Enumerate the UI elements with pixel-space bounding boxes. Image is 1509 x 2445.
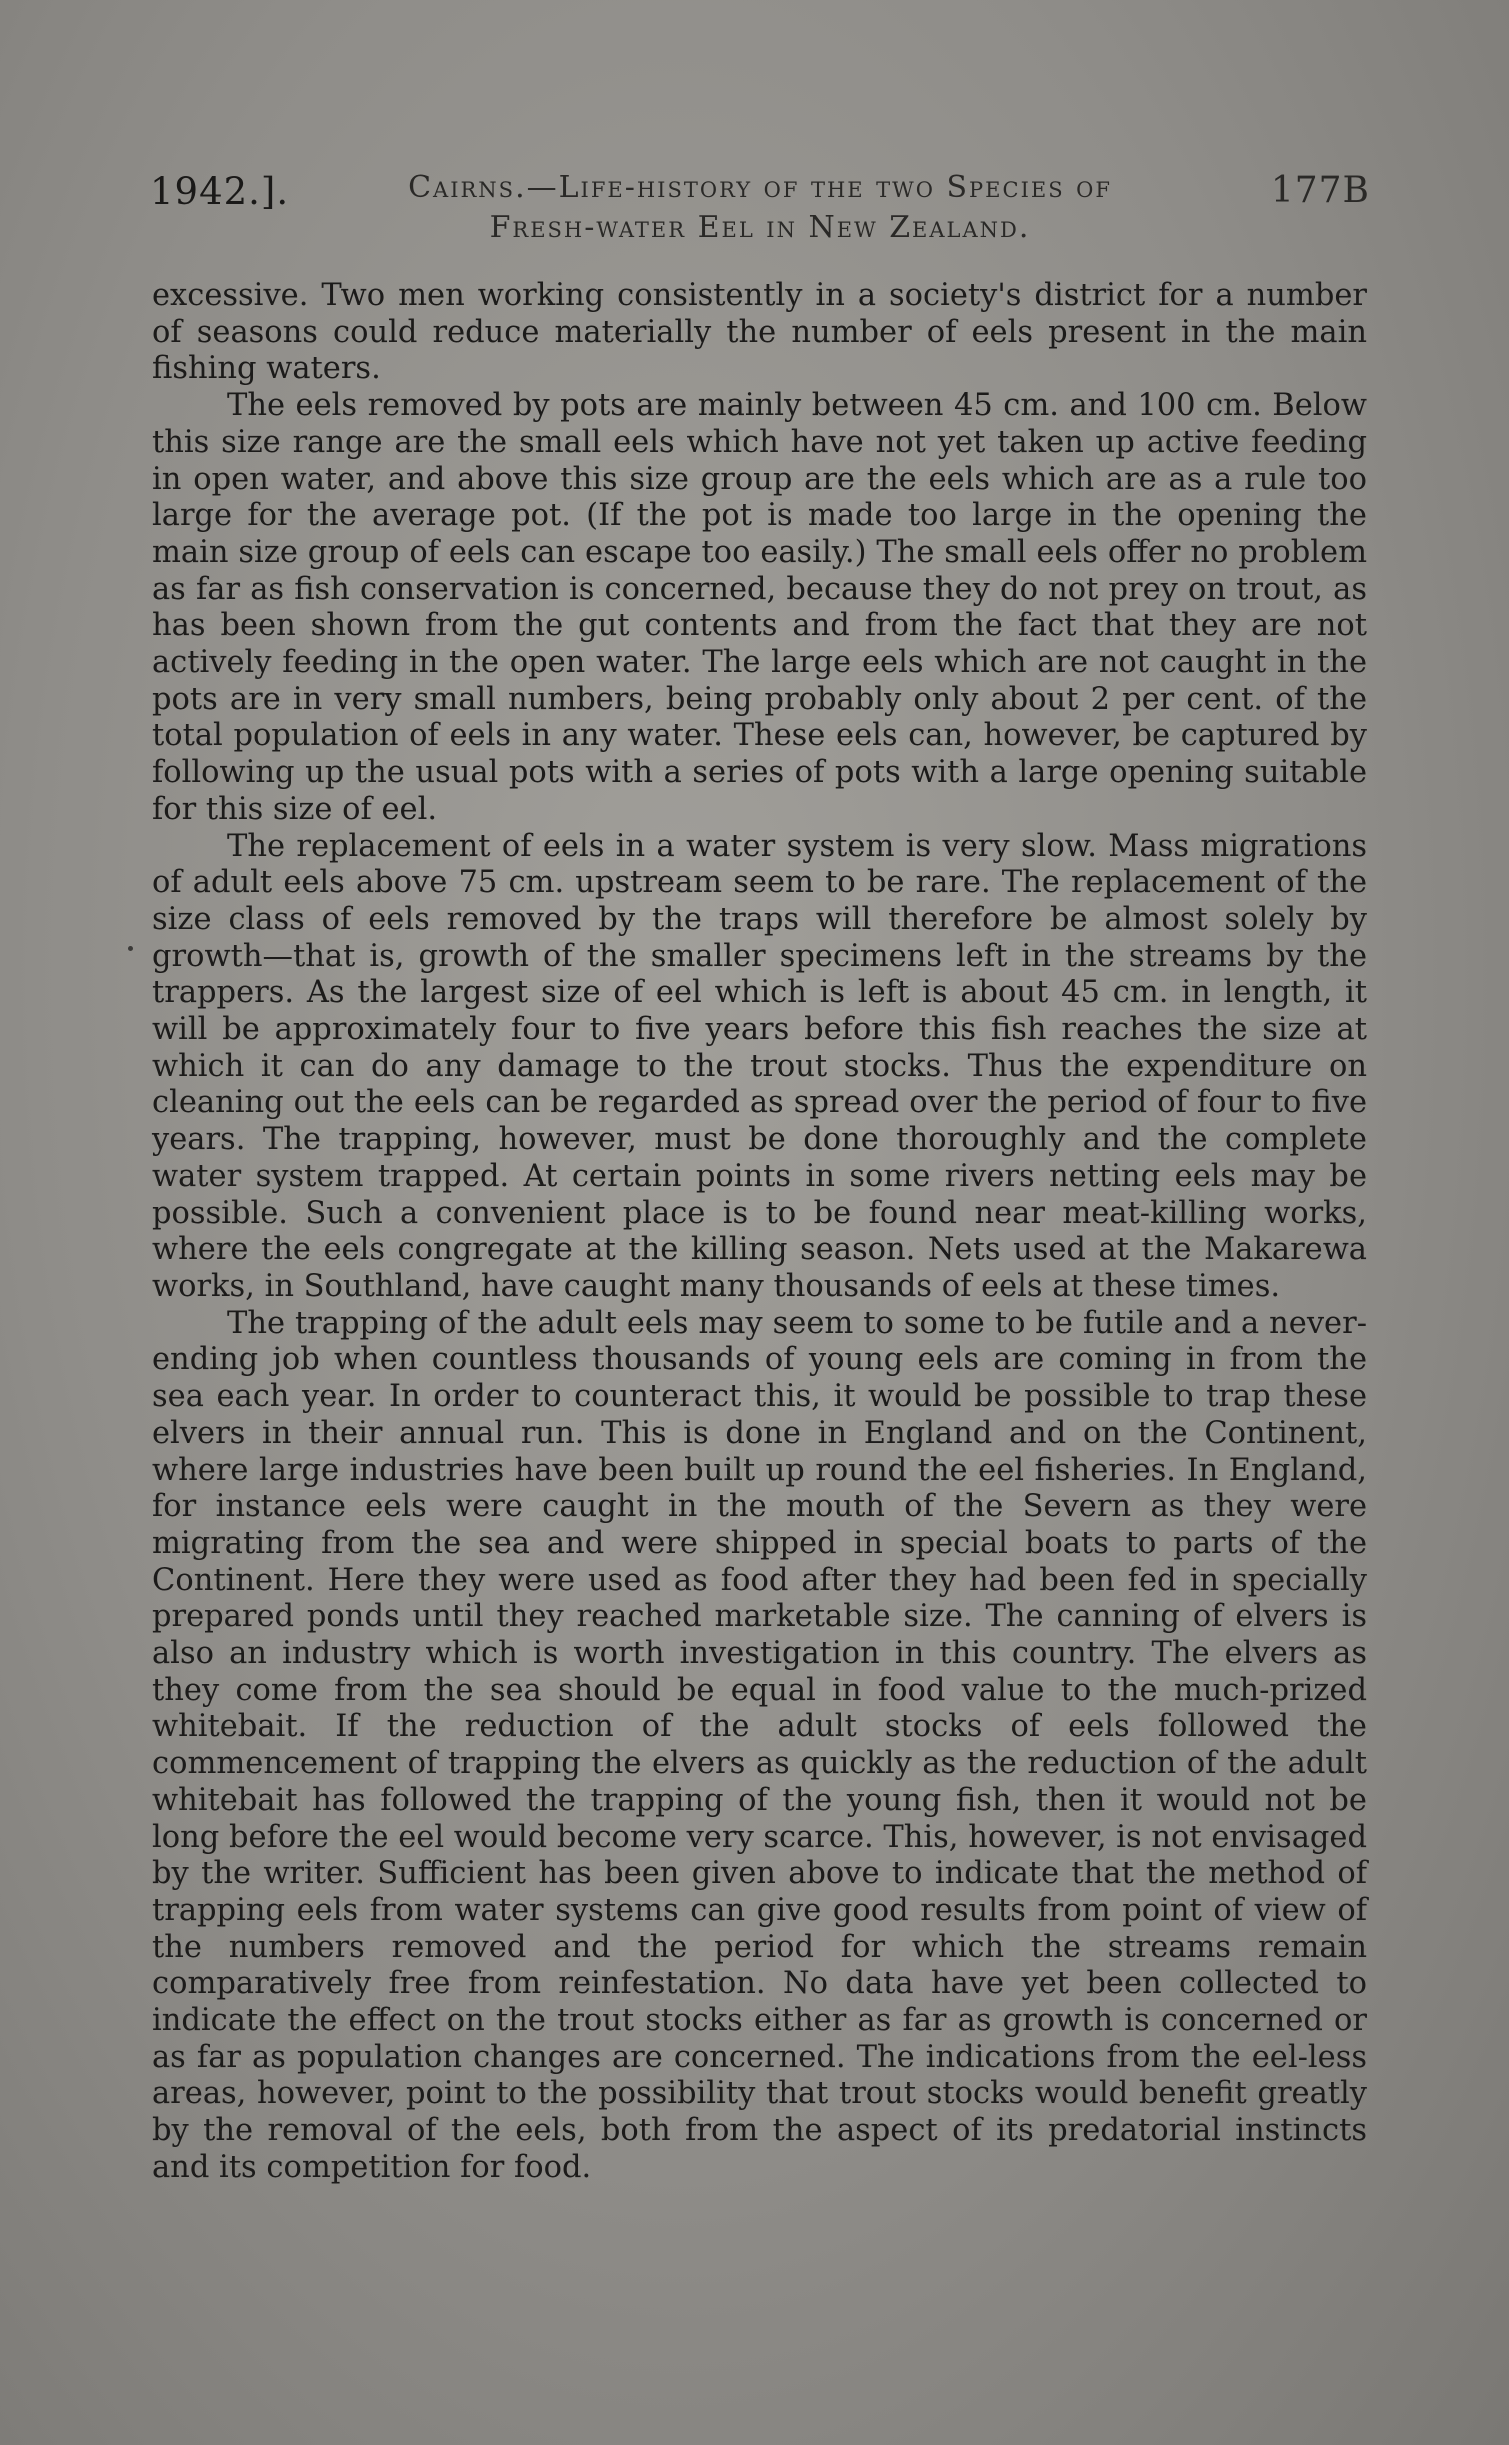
header-title-line-1: Cairns.—Life-history of the two Species of <box>408 170 1112 205</box>
header-year: 1942.]. <box>150 170 290 213</box>
paragraph-1: excessive. Two men working consistently in a society's district for a number of seasons could reduce materially the number of eels present in the main fishing waters. <box>152 278 1367 387</box>
margin-mark <box>128 946 133 951</box>
header-page-number: 177B <box>1270 170 1370 211</box>
paragraph-3: The replacement of eels in a water system is very slow. Mass migrations of adult eels above 75 cm. upstream seem to be rare. The replacement of the size class of eels removed by the traps will therefore be almost solely by growth—that is, growth of the smaller specimens left in the streams by the trappers. As the largest size of eel which is left is about 45 cm. in length, it will be approximately four to five years before this fish reaches the size at which it can do any damage to the trout stocks. Thus the expenditure on cleaning out the eels can be regarded as spread over the period of four to five years. The trapping, however, must be done thoroughly and the complete water system trapped. At certain points in some rivers netting eels may be possible. Such a convenient place is to be found near meat-killing works, where the eels congregate at the killing season. Nets used at the Makarewa works, in Southland, have caught many thousands of eels at these times. <box>152 828 1367 1304</box>
header-title <box>300 168 1220 248</box>
paragraph-4: The trapping of the adult eels may seem to some to be futile and a never-ending job when countless thousands of young eels are coming in from the sea each year. In order to counteract this, it would be possible to trap these elvers in their annual run. This is done in England and on the Continent, where large industries have been built up round the eel fisheries. In England, for instance eels were caught in the mouth of the Severn as they were migrating from the sea and were shipped in special boats to parts of the Continent. Here they were used as food after they had been fed in specially prepared ponds until they reached marketable size. The canning of elvers is also an industry which is worth investigation in this country. The elvers as they come from the sea should be equal in food value to the much-prized whitebait. If the reduction of the adult stocks of eels followed the commencement of trapping the elvers as quickly as the reduction of the adult whitebait has followed the trapping of the young fish, then it would not be long before the eel would become very scarce. This, however, is not envisaged by the writer. Sufficient has been given above to indicate that the method of trapping eels from water systems can give good results from point of view of the numbers removed and the period for which the streams remain comparatively free from reinfestation. No data have yet been collected to indicate the effect on the trout stocks either as far as growth is concerned or as far as population changes are concerned. The indications from the eel-less areas, however, point to the possibility that trout stocks would benefit greatly by the removal of the eels, both from the aspect of its predatorial instincts and its competition for food. <box>152 1305 1367 2185</box>
paragraph-2: The eels removed by pots are mainly between 45 cm. and 100 cm. Below this size range are the small eels which have not yet taken up active feeding in open water, and above this size group are the eels which are as a rule too large for the average pot. (If the pot is made too large in the opening the main size group of eels can escape too easily.) The small eels offer no problem as far as fish conservation is concerned, because they do not prey on trout, as has been shown from the gut contents and from the fact that they are not actively feeding in the open water. The large eels which are not caught in the pots are in very small numbers, being probably only about 2 per cent. of the total population of eels in any water. These eels can, however, be captured by following up the usual pots with a series of pots with a large opening suitable for this size of eel. <box>152 388 1367 827</box>
header-title-line-2: Fresh-water Eel in New Zealand. <box>489 210 1031 245</box>
article-body <box>152 278 1367 2187</box>
running-header <box>150 168 1370 258</box>
